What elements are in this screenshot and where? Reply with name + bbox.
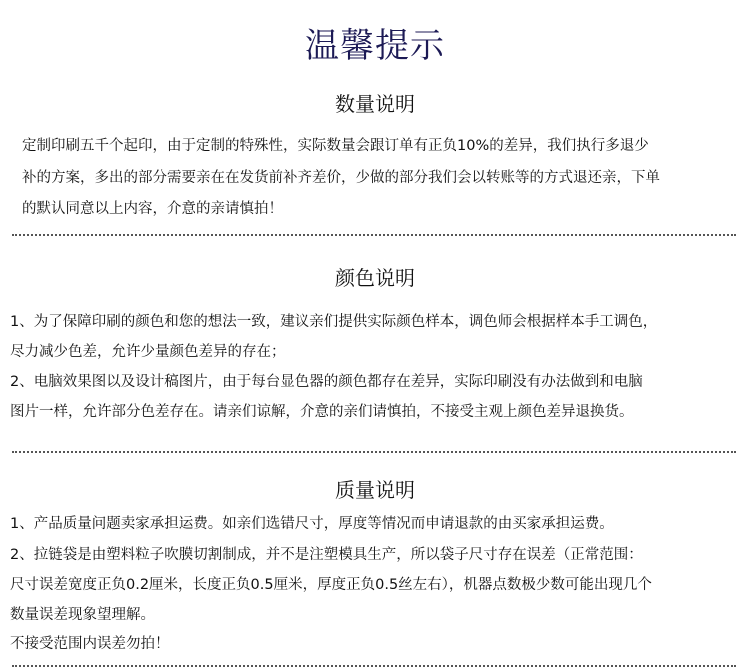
color-line-2: 尽力减少色差，允许少量颜色差异的存在； <box>10 344 286 360</box>
divider <box>12 234 736 236</box>
quantity-line-2: 补的方案，多出的部分需要亲在在发货前补齐差价，少做的部分我们会以转账等的方式退还亲，下单 <box>22 170 660 186</box>
quality-line-1: 1、产品质量问题卖家承担运费。如亲们选错尺寸，厚度等情况而申请退款的由买家承担运费。 <box>10 516 614 532</box>
page-title: 温馨提示 <box>305 26 445 66</box>
section-heading-quality: 质量说明 <box>335 478 415 502</box>
divider <box>12 665 736 667</box>
quantity-line-1: 定制印刷五千个起印，由于定制的特殊性，实际数量会跟订单有正负10%的差异，我们执行多退少 <box>22 138 649 154</box>
color-line-4: 图片一样，允许部分色差存在。请亲们谅解，介意的亲们请慎拍，不接受主观上颜色差异退换货。 <box>10 404 634 420</box>
quality-line-4: 数量误差现象望理解。 <box>10 607 155 623</box>
divider <box>12 451 736 453</box>
quality-line-2: 2、拉链袋是由塑料粒子吹膜切割制成，并不是注塑模具生产，所以袋子尺寸存在误差（正常范围： <box>10 547 643 563</box>
quality-line-3: 尺寸误差宽度正负0.2厘米，长度正负0.5厘米，厚度正负0.5丝左右），机器点数极少数可能出现几个 <box>10 577 652 593</box>
quantity-line-3: 的默认同意以上内容，介意的亲请慎拍！ <box>22 201 283 217</box>
color-line-3: 2、电脑效果图以及设计稿图片，由于每台显色器的颜色都存在差异，实际印刷没有办法做到和电脑 <box>10 374 643 390</box>
color-line-1: 1、为了保障印刷的颜色和您的想法一致，建议亲们提供实际颜色样本，调色师会根据样本手工调色， <box>10 314 658 330</box>
quality-line-5: 不接受范围内误差勿拍！ <box>10 636 170 652</box>
section-heading-quantity: 数量说明 <box>335 92 415 116</box>
section-heading-color: 颜色说明 <box>335 266 415 290</box>
